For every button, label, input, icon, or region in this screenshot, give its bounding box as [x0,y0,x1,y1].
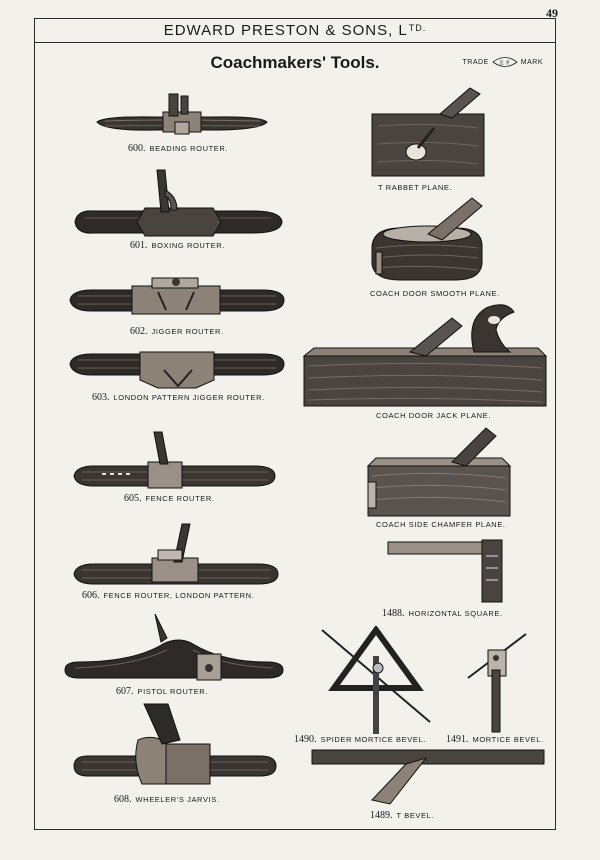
fence-router-london-pattern-illustration [72,520,280,586]
caption-600: 600. BEADING ROUTER. [128,143,229,154]
caption-605: 605. FENCE ROUTER. [124,493,215,504]
fence-router-illustration [72,428,277,490]
caption-t-rabbet-plane: T RABBET PLANE. [378,183,453,192]
coach-door-smooth-plane-illustration [370,194,486,286]
mortice-bevel-illustration [466,630,530,734]
caption-1489: 1489. T BEVEL. [370,810,435,821]
horizontal-square-illustration [386,538,510,604]
caption-607: 607. PISTOL ROUTER. [116,686,208,697]
trademark-right: MARK [520,58,543,66]
caption-1490: 1490. SPIDER MORTICE BEVEL. [294,734,426,745]
company-name: EDWARD PRESTON & SONS, L [163,22,408,39]
spider-mortice-bevel-illustration [318,626,434,738]
t-bevel-illustration [310,746,548,808]
wheelers-jarvis-illustration [72,700,278,786]
t-rabbet-plane-illustration [370,86,490,181]
caption-1488: 1488. HORIZONTAL SQUARE. [382,608,503,619]
coach-side-chamfer-plane-illustration [366,424,514,520]
coach-door-jack-plane-illustration [302,300,548,410]
caption-606: 606. FENCE ROUTER, LONDON PATTERN. [82,590,255,601]
caption-coach-side-chamfer-plane: COACH SIDE CHAMFER PLANE. [376,520,506,529]
caption-coach-door-jack-plane: COACH DOOR JACK PLANE. [376,411,491,420]
trademark-left: TRADE [462,58,489,66]
caption-coach-door-smooth-plane: COACH DOOR SMOOTH PLANE. [370,289,500,298]
caption-602: 602. JIGGER ROUTER. [130,326,224,337]
boxing-router-illustration [73,168,285,238]
london-pattern-jigger-router-illustration [68,348,286,392]
caption-601: 601. BOXING ROUTER. [130,240,225,251]
jigger-router-illustration [68,274,286,326]
page-number: 49 [546,6,558,20]
company-suffix: TD. [408,22,427,33]
header-band [35,19,555,43]
pistol-router-illustration [63,610,285,682]
caption-608: 608. WHEELER'S JARVIS. [114,794,220,805]
page-title: Coachmakers' Tools. [210,53,380,72]
svg-text:E P: E P [499,60,510,67]
caption-1491: 1491. MORTICE BEVEL. [446,734,544,745]
beading-router-illustration [95,90,270,140]
caption-603: 603. LONDON PATTERN JIGGER ROUTER. [92,392,265,403]
trademark [463,55,543,69]
trademark-logo [492,55,518,69]
